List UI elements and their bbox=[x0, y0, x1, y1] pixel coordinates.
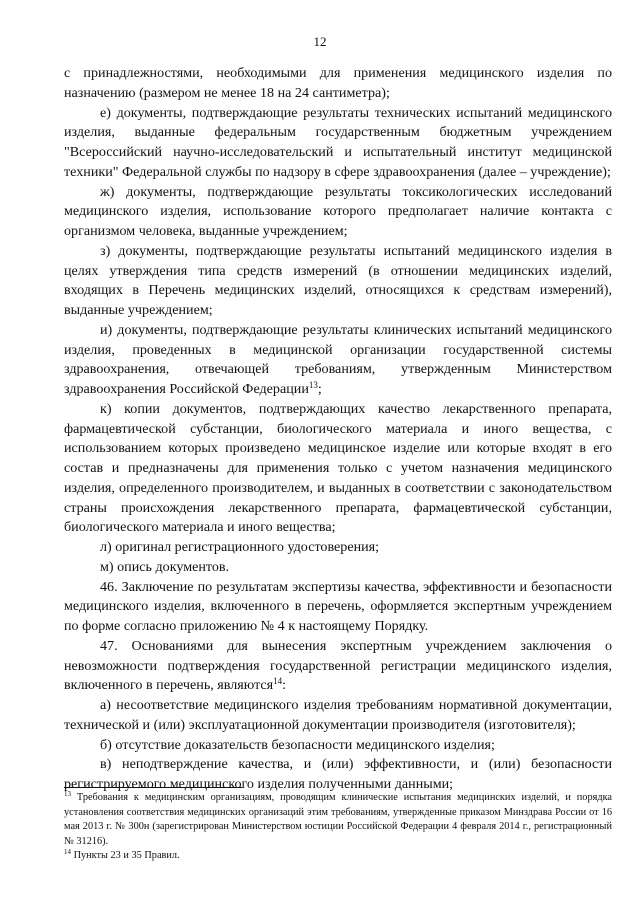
footnotes bbox=[64, 791, 612, 864]
footnote-13 bbox=[64, 791, 612, 849]
page-number: 12 bbox=[313, 34, 327, 49]
footnote-13-text: Требования к медицинским организациям, проводящим клинические испытания медицинских изделий, и порядка установления соответствия медицинских организаций этим требованиям, утвержденные приказом Минздрава России от 16 мая 2013 г. № 300н (зарегистрирован Министерством юстиции Российской Федерации 4 февраля 2014 г., регистрационный № 31216). bbox=[64, 792, 612, 847]
paragraph-item-zh: ж) документы, подтверждающие результаты токсикологических исследований медицинского изделия, использование которого предполагает наличие контакта с организмом человека, выданные учреждением; bbox=[64, 183, 612, 239]
paragraph-item-b: б) отсутствие доказательств безопасности медицинского изделия; bbox=[100, 736, 495, 753]
paragraph-item-z: з) документы, подтверждающие результаты испытаний медицинского изделия в целях утверждения типа средств измерений (в отношении медицинских изделий, входящих в Перечень медицинских изделий, относящихся к средствам измерений), выданные учреждением; bbox=[64, 242, 612, 318]
footnote-13-marker: 13 bbox=[64, 790, 71, 798]
paragraph-47-end: : bbox=[282, 677, 287, 694]
paragraph-item-i-end: ; bbox=[317, 381, 322, 397]
footnote-ref-13: 13 bbox=[308, 380, 318, 390]
paragraph-item-e: е) документы, подтверждающие результаты технических испытаний медицинского изделия, выданные федеральным государственным бюджетным учреждением "Всероссийский научно-исследовательский и испытательный институт медицинской техники" Федеральной службы по надзору в сфере здравоохранения (далее – учреждение); bbox=[64, 104, 612, 180]
document-body bbox=[64, 64, 612, 795]
paragraph-item-m: м) опись документов. bbox=[100, 558, 230, 575]
paragraph-continuation: с принадлежностями, необходимыми для применения медицинского изделия по назначению (размером не менее 18 на 24 сантиметра); bbox=[64, 65, 612, 101]
paragraph-item-k: к) копии документов, подтверждающих качество лекарственного препарата, фармацевтической субстанции, биологического материала и иного вещества, с использованием которых произведено медицинское изделие или которые входят в его состав и предназначены для применения только с учетом назначения медицинского изделия, определенного производителем, и выданных в соответствии с законодательством страны происхождения лекарственного препарата, фармацевтической субстанции, биологического материала и иного вещества; bbox=[64, 400, 612, 536]
paragraph-item-l: л) оригинал регистрационного удостоверения; bbox=[100, 539, 380, 555]
footnote-separator bbox=[64, 787, 242, 788]
footnote-14 bbox=[64, 849, 612, 864]
paragraph-47 bbox=[64, 637, 612, 696]
footnote-14-marker: 14 bbox=[64, 848, 71, 856]
footnote-ref-14: 14 bbox=[273, 676, 283, 687]
paragraph-item-i-text: и) документы, подтверждающие результаты клинических испытаний медицинского изделия, проведенных в медицинской организации государственной системы здравоохранения, отвечающей требованиям, утвержденным Министерством здравоохранения Российской Федерации bbox=[64, 321, 612, 397]
paragraph-item-i bbox=[64, 321, 612, 400]
paragraph-46: 46. Заключение по результатам экспертизы качества, эффективности и безопасности медицинского изделия, включенного в перечень, оформляется экспертным учреждением по форме согласно приложению № 4 к настоящему Порядку. bbox=[64, 578, 612, 634]
paragraph-item-v: в) неподтверждение качества, и (или) эффективности, и (или) безопасности регистрируемого медицинского изделия полученными данными; bbox=[64, 756, 612, 792]
footnote-14-text: Пункты 23 и 35 Правил. bbox=[71, 850, 180, 861]
paragraph-item-a: а) несоответствие медицинского изделия требованиям нормативной документации, технической и (или) эксплуатационной документации производителя (изготовителя); bbox=[64, 697, 612, 733]
paragraph-47-text: 47. Основаниями для вынесения экспертным учреждением заключения о невозможности подтверждения государственной регистрации медицинского изделия, включенного в перечень, являются bbox=[64, 637, 612, 694]
